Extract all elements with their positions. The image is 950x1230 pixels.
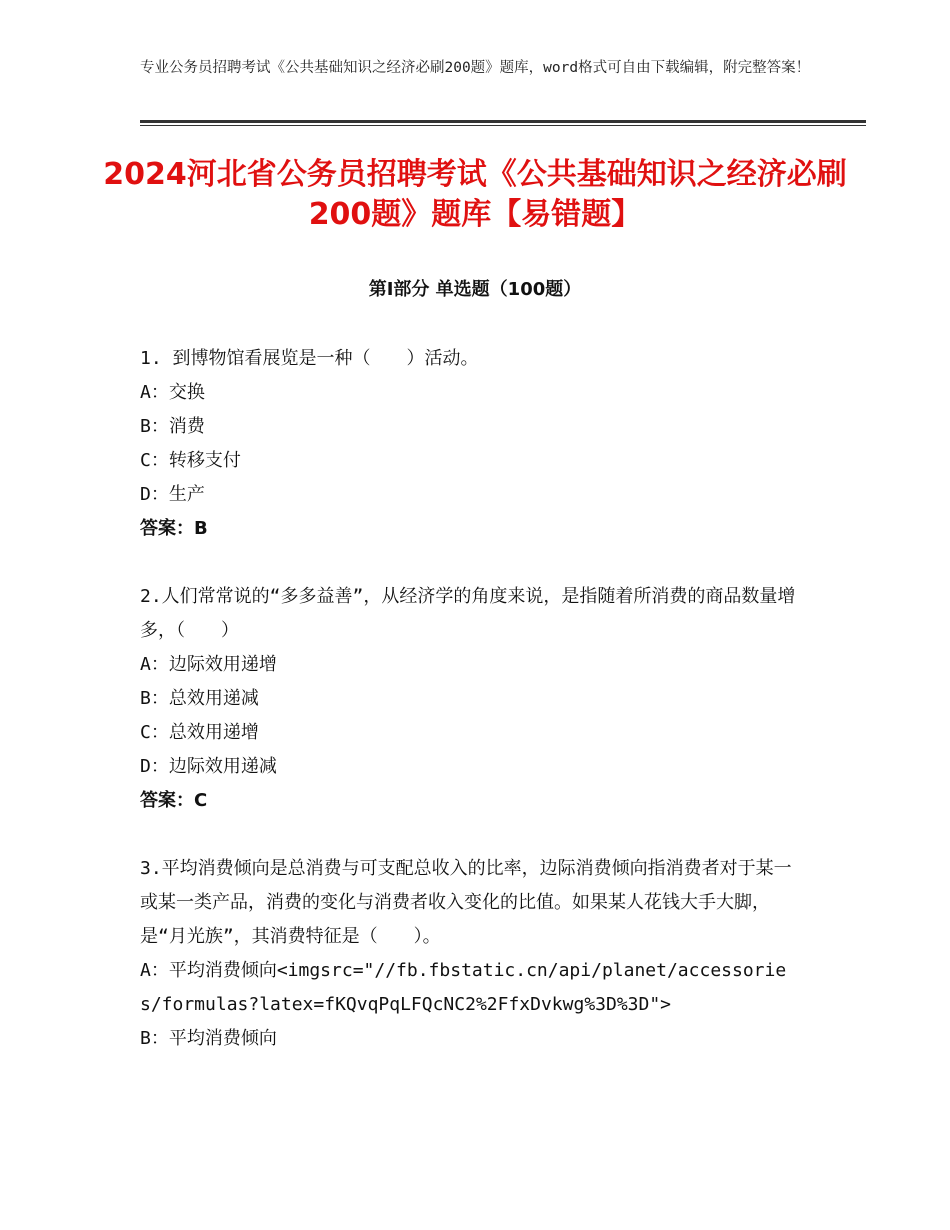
- option-c: C：总效用递增: [140, 722, 259, 743]
- answer: 答案：B: [140, 518, 208, 539]
- question-2: [140, 580, 800, 818]
- question-1: [140, 342, 800, 546]
- question-3: [140, 852, 800, 1056]
- option-b: B：消费: [140, 416, 205, 437]
- option-c: C：转移支付: [140, 450, 241, 471]
- document-title: 2024河北省公务员招聘考试《公共基础知识之经济必刷200题》题库【易错题】: [103, 157, 847, 232]
- option-b: B：平均消费倾向: [140, 1028, 277, 1049]
- question-text: 3.平均消费倾向是总消费与可支配总收入的比率，边际消费倾向指消费者对于某一或某一类产品，消费的变化与消费者收入变化的比值。如果某人花钱大手大脚，是“月光族”，其消费特征是（ ）。: [140, 858, 792, 947]
- option-d: D：生产: [140, 484, 205, 505]
- header-rule-thick: [140, 120, 866, 123]
- option-a: A：边际效用递增: [140, 654, 277, 675]
- header-note: 专业公务员招聘考试《公共基础知识之经济必刷200题》题库，word格式可自由下载编辑，附完整答案！: [140, 60, 811, 76]
- question-text: 2.人们常常说的“多多益善”，从经济学的角度来说，是指随着所消费的商品数量增多，（ ）: [140, 586, 796, 641]
- question-list: [140, 342, 800, 1090]
- option-a: A：平均消费倾向<imgsrc="//fb.fbstatic.cn/api/planet/accessories/formulas?latex=fKQvqPqLFQcNC2%2FfxDvkwg%3D%3D">: [140, 960, 787, 1015]
- option-b: B：总效用递减: [140, 688, 259, 709]
- header-rule-thin: [140, 125, 866, 126]
- question-text: 1. 到博物馆看展览是一种（ ）活动。: [140, 348, 479, 369]
- answer: 答案：C: [140, 790, 208, 811]
- option-d: D：边际效用递减: [140, 756, 277, 777]
- section-heading: 第Ⅰ部分 单选题（100题）: [368, 279, 582, 300]
- option-a: A：交换: [140, 382, 205, 403]
